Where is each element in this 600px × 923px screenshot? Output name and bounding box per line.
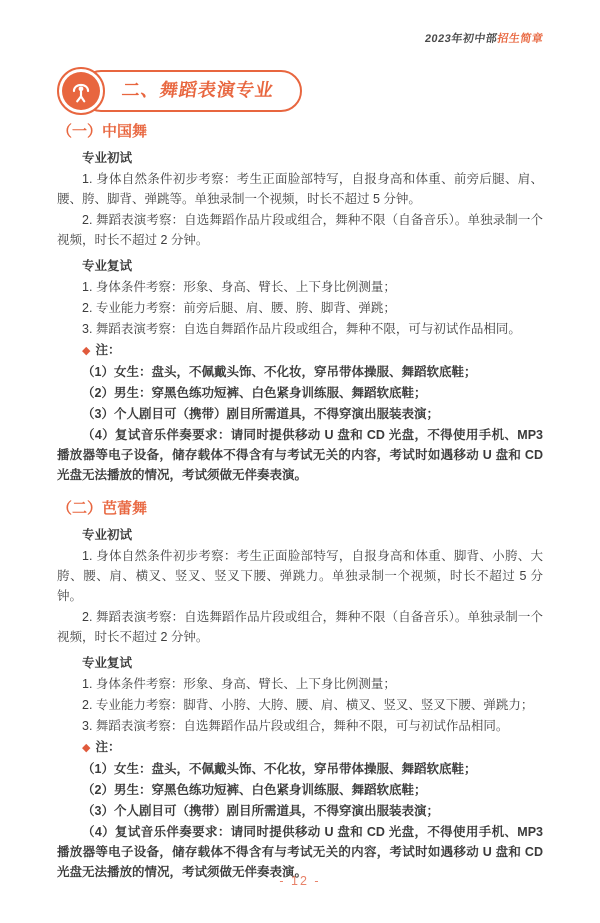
note-item: （3）个人剧目可（携带）剧目所需道具，不得穿演出服装表演； [82,804,439,818]
exam-item: 3. 舞蹈表演考察：自选自舞蹈作品片段或组合，舞种不限，可与初试作品相同。 [82,322,521,336]
note-diamond-icon: ◆ [82,742,91,754]
header-year-text: 2023年初中部 [423,33,498,45]
subhead-preliminary-test: 专业初试 [82,151,133,165]
badge-title: 二、舞蹈表演专业 [120,80,276,100]
exam-item: 2. 专业能力考察：脚背、小胯、大胯、腰、肩、横叉、竖叉、竖叉下腰、弹跳力； [82,698,534,712]
exam-item: 1. 身体条件考察：形象、身高、臂长、上下身比例测量； [82,280,396,294]
subhead-retest: 专业复试 [82,656,133,670]
note-item: （4）复试音乐伴奏要求：请同时提供移动 U 盘和 CD 光盘，不得使用手机、MP3 播放器等电子设备，储存载体不得含有与考试无关的内容，考试时如遇移动 U 盘和 CD 光盘无法播放的情况，考试须做无伴奏表演。 [57,825,543,879]
note-item: （2）男生：穿黑色练功短裤、白色紧身训练服、舞蹈软底鞋； [82,386,427,400]
page-number: - 12 - [279,874,321,888]
exam-item: 1. 身体条件考察：形象、身高、臂长、上下身比例测量； [82,677,396,691]
exam-item: 1. 身体自然条件初步考察：考生正面脸部特写，自报身高和体重、脚背、小胯、大胯、腰、肩、横叉、竖叉、竖叉下腰、弹跳力。单独录制一个视频，时长不超过 5 分钟。 [57,549,543,603]
subhead-retest: 专业复试 [82,259,133,273]
note-item: （2）男生：穿黑色练功短裤、白色紧身训练服、舞蹈软底鞋； [82,783,427,797]
note-item: （1）女生：盘头，不佩戴头饰、不化妆，穿吊带体操服、舞蹈软底鞋； [82,365,477,379]
section-heading: （一）中国舞 [57,123,148,140]
exam-item: 3. 舞蹈表演考察：自选舞蹈作品片段或组合，舞种不限，可与初试作品相同。 [82,719,509,733]
note-heading [57,340,543,361]
section-heading: （二）芭蕾舞 [57,500,148,517]
badge-pill [80,70,302,112]
note-label: 注： [95,740,121,754]
note-item: （4）复试音乐伴奏要求：请同时提供移动 U 盘和 CD 光盘，不得使用手机、MP3 播放器等电子设备，储存载体不得含有与考试无关的内容，考试时如遇移动 U 盘和 CD 光盘无法播放的情况，考试须做无伴奏表演。 [57,428,543,482]
note-item: （1）女生：盘头，不佩戴头饰、不化妆，穿吊带体操服、舞蹈软底鞋； [82,762,477,776]
note-heading [57,737,543,758]
section-title-badge [57,70,302,112]
note-item: （3）个人剧目可（携带）剧目所需道具，不得穿演出服装表演； [82,407,439,421]
note-label: 注： [95,343,121,357]
exam-item: 2. 专业能力考察：前旁后腿、肩、腰、胯、脚背、弹跳； [82,301,396,315]
section-ballet [57,499,543,882]
section-chinese-dance [57,122,543,485]
header-brand-text: 招生简章 [496,33,544,45]
running-header [425,30,543,46]
dancer-icon [57,67,105,115]
note-diamond-icon: ◆ [82,345,91,357]
document-content [57,122,543,882]
exam-item: 2. 舞蹈表演考察：自选舞蹈作品片段或组合，舞种不限（自备音乐）。单独录制一个视频，时长不超过 2 分钟。 [57,610,543,644]
subhead-preliminary-test: 专业初试 [82,528,133,542]
exam-item: 2. 舞蹈表演考察：自选舞蹈作品片段或组合，舞种不限（自备音乐）。单独录制一个视频，时长不超过 2 分钟。 [57,213,543,247]
exam-item: 1. 身体自然条件初步考察：考生正面脸部特写，自报身高和体重、前旁后腿、肩、腰、胯、脚背、弹跳等。单独录制一个视频，时长不超过 5 分钟。 [57,172,543,206]
